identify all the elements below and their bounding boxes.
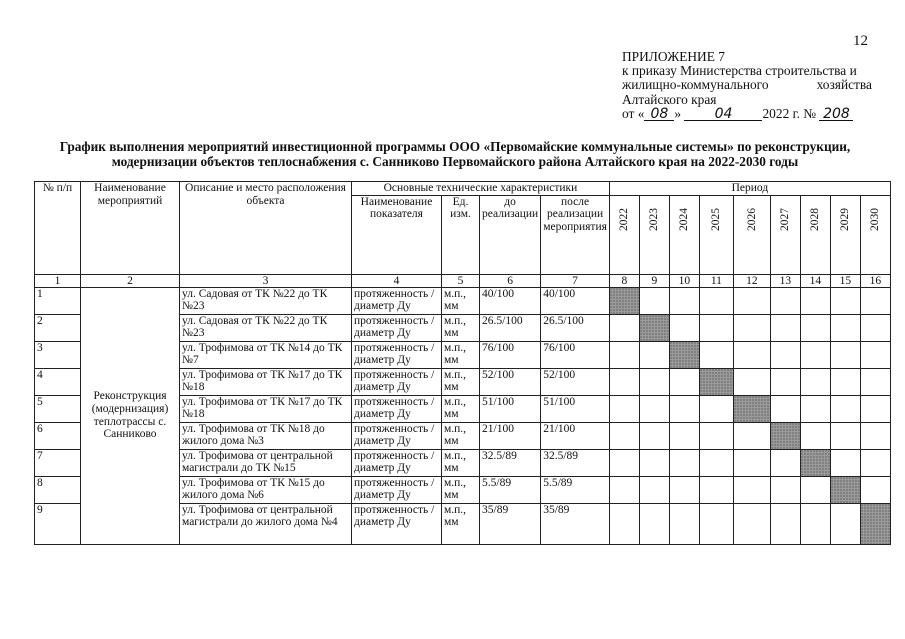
row-after-value: 40/100 (541, 287, 610, 314)
period-cell (860, 368, 890, 395)
row-description: ул. Трофимова от центральной магистрали до жилого дома №4 (180, 503, 352, 544)
header-param: Наименование показателя (352, 195, 442, 274)
period-cell (669, 503, 699, 544)
header-year: 2028 (800, 195, 830, 274)
row-parameter: протяженность /диаметр Ду (352, 314, 442, 341)
period-cell (860, 476, 890, 503)
period-cell (733, 422, 770, 449)
period-cell (699, 314, 733, 341)
row-before-value: 21/100 (480, 422, 541, 449)
header-name: Наименование мероприятий (81, 182, 180, 275)
row-unit: м.п., мм (442, 476, 480, 503)
column-number: 3 (180, 274, 352, 287)
header-year: 2023 (639, 195, 669, 274)
row-unit: м.п., мм (442, 314, 480, 341)
period-cell (830, 422, 860, 449)
period-cell (639, 449, 669, 476)
row-after-value: 32.5/89 (541, 449, 610, 476)
period-cell (733, 287, 770, 314)
period-cell (830, 314, 860, 341)
column-number: 8 (609, 274, 639, 287)
period-cell (860, 314, 890, 341)
period-cell (733, 449, 770, 476)
header-year: 2029 (830, 195, 860, 274)
row-after-value: 5.5/89 (541, 476, 610, 503)
row-before-value: 32.5/89 (480, 449, 541, 476)
period-cell (609, 476, 639, 503)
column-number: 4 (352, 274, 442, 287)
row-after-value: 51/100 (541, 395, 610, 422)
period-cell-active (770, 422, 800, 449)
appendix-date-line: от « 08 » 04 2022 г. № 208 (622, 107, 872, 121)
period-cell (860, 422, 890, 449)
header-year: 2030 (860, 195, 890, 274)
period-cell (770, 395, 800, 422)
period-cell (669, 368, 699, 395)
group-name: Реконструкция (модернизация) теплотрассы с. Санниково (81, 287, 180, 544)
period-cell-active (733, 395, 770, 422)
schedule-table (34, 181, 891, 545)
table-row (35, 287, 891, 314)
row-parameter: протяженность /диаметр Ду (352, 287, 442, 314)
period-cell (609, 314, 639, 341)
row-before-value: 76/100 (480, 341, 541, 368)
row-parameter: протяженность /диаметр Ду (352, 476, 442, 503)
row-after-value: 35/89 (541, 503, 610, 544)
period-cell (699, 395, 733, 422)
row-parameter: протяженность /диаметр Ду (352, 449, 442, 476)
row-before-value: 5.5/89 (480, 476, 541, 503)
handwritten-order-number: 208 (819, 108, 853, 121)
row-unit: м.п., мм (442, 395, 480, 422)
header-after: после реализации мероприятия (541, 195, 610, 274)
row-after-value: 21/100 (541, 422, 610, 449)
period-cell (770, 341, 800, 368)
row-unit: м.п., мм (442, 422, 480, 449)
period-cell-active (609, 287, 639, 314)
column-number: 13 (770, 274, 800, 287)
period-cell (860, 449, 890, 476)
period-cell (609, 341, 639, 368)
row-parameter: протяженность /диаметр Ду (352, 395, 442, 422)
period-cell (609, 368, 639, 395)
row-number: 5 (35, 395, 81, 422)
period-cell (800, 287, 830, 314)
page-number: 12 (853, 33, 868, 49)
row-parameter: протяженность /диаметр Ду (352, 503, 442, 544)
header-year: 2024 (669, 195, 699, 274)
row-description: ул. Трофимова от ТК №17 до ТК №18 (180, 368, 352, 395)
row-description: ул. Трофимова от ТК №18 до жилого дома №3 (180, 422, 352, 449)
column-number: 15 (830, 274, 860, 287)
row-after-value: 26.5/100 (541, 314, 610, 341)
row-number: 8 (35, 476, 81, 503)
period-cell (830, 368, 860, 395)
row-number: 3 (35, 341, 81, 368)
period-cell (639, 422, 669, 449)
period-cell (699, 449, 733, 476)
period-cell-active (800, 449, 830, 476)
period-cell (733, 314, 770, 341)
period-cell (669, 422, 699, 449)
row-unit: м.п., мм (442, 503, 480, 544)
handwritten-month: 04 (684, 108, 762, 121)
header-before: до реализации (480, 195, 541, 274)
column-number: 2 (81, 274, 180, 287)
period-cell (639, 287, 669, 314)
appendix-line: жилищно-коммунального хозяйства (622, 77, 872, 93)
period-cell (669, 314, 699, 341)
document-title: График выполнения мероприятий инвестиционной программы ООО «Первомайские коммунальные системы» по реконструкции, модернизации объектов теплоснабжения с. Санниково Первомайского района Алтайского края на 2022-2030 годы (59, 139, 851, 169)
row-unit: м.п., мм (442, 287, 480, 314)
row-description: ул. Трофимова от центральной магистрали до ТК №15 (180, 449, 352, 476)
period-cell (733, 503, 770, 544)
row-number: 7 (35, 449, 81, 476)
header-tech: Основные технические характеристики (352, 182, 610, 196)
period-cell-active (699, 368, 733, 395)
period-cell (830, 287, 860, 314)
handwritten-day: 08 (644, 108, 674, 121)
row-number: 1 (35, 287, 81, 314)
row-number: 4 (35, 368, 81, 395)
header-period: Период (609, 182, 890, 196)
period-cell (733, 341, 770, 368)
period-cell (699, 422, 733, 449)
row-number: 2 (35, 314, 81, 341)
period-cell (830, 449, 860, 476)
period-cell (609, 449, 639, 476)
column-number: 14 (800, 274, 830, 287)
period-cell (800, 395, 830, 422)
period-cell (609, 395, 639, 422)
period-cell (860, 395, 890, 422)
row-before-value: 51/100 (480, 395, 541, 422)
row-after-value: 76/100 (541, 341, 610, 368)
period-cell (669, 287, 699, 314)
period-cell-active (860, 503, 890, 544)
period-cell-active (639, 314, 669, 341)
period-cell (770, 476, 800, 503)
period-cell (639, 341, 669, 368)
period-cell (609, 503, 639, 544)
row-description: ул. Садовая от ТК №22 до ТК №23 (180, 314, 352, 341)
period-cell (770, 287, 800, 314)
appendix-title: ПРИЛОЖЕНИЕ 7 (622, 49, 725, 64)
row-unit: м.п., мм (442, 449, 480, 476)
row-description: ул. Трофимова от ТК №15 до жилого дома №6 (180, 476, 352, 503)
period-cell (830, 341, 860, 368)
appendix-block (622, 50, 872, 121)
appendix-line: к приказу Министерства строительства и (622, 63, 857, 79)
period-cell (639, 395, 669, 422)
row-parameter: протяженность /диаметр Ду (352, 368, 442, 395)
period-cell (699, 476, 733, 503)
period-cell (770, 368, 800, 395)
column-number: 9 (639, 274, 669, 287)
row-number: 9 (35, 503, 81, 544)
header-num: № п/п (35, 182, 81, 275)
column-number: 16 (860, 274, 890, 287)
column-number: 7 (541, 274, 610, 287)
row-parameter: протяженность /диаметр Ду (352, 422, 442, 449)
row-before-value: 52/100 (480, 368, 541, 395)
period-cell (770, 503, 800, 544)
period-cell-active (669, 341, 699, 368)
appendix-line: Алтайского края (622, 91, 717, 107)
period-cell (770, 314, 800, 341)
column-number: 1 (35, 274, 81, 287)
row-parameter: протяженность /диаметр Ду (352, 341, 442, 368)
period-cell (699, 341, 733, 368)
header-unit: Ед. изм. (442, 195, 480, 274)
period-cell (800, 422, 830, 449)
period-cell (669, 476, 699, 503)
header-year: 2025 (699, 195, 733, 274)
period-cell (669, 395, 699, 422)
period-cell (800, 368, 830, 395)
column-number: 5 (442, 274, 480, 287)
period-cell (639, 503, 669, 544)
period-cell (639, 368, 669, 395)
column-number: 12 (733, 274, 770, 287)
period-cell (800, 476, 830, 503)
row-description: ул. Трофимова от ТК №14 до ТК №7 (180, 341, 352, 368)
row-before-value: 26.5/100 (480, 314, 541, 341)
header-desc: Описание и место расположения объекта (180, 182, 352, 275)
row-number: 6 (35, 422, 81, 449)
period-cell (800, 314, 830, 341)
row-unit: м.п., мм (442, 368, 480, 395)
row-unit: м.п., мм (442, 341, 480, 368)
period-cell (639, 476, 669, 503)
row-after-value: 52/100 (541, 368, 610, 395)
period-cell (860, 341, 890, 368)
header-year: 2026 (733, 195, 770, 274)
column-number: 11 (699, 274, 733, 287)
period-cell (860, 287, 890, 314)
column-number: 6 (480, 274, 541, 287)
period-cell (830, 503, 860, 544)
period-cell (800, 341, 830, 368)
header-year: 2027 (770, 195, 800, 274)
period-cell (699, 503, 733, 544)
header-year: 2022 (609, 195, 639, 274)
period-cell (733, 368, 770, 395)
period-cell (669, 449, 699, 476)
period-cell (733, 476, 770, 503)
period-cell-active (830, 476, 860, 503)
column-number: 10 (669, 274, 699, 287)
period-cell (800, 503, 830, 544)
row-before-value: 35/89 (480, 503, 541, 544)
period-cell (699, 287, 733, 314)
row-description: ул. Трофимова от ТК №17 до ТК №18 (180, 395, 352, 422)
period-cell (830, 395, 860, 422)
period-cell (609, 422, 639, 449)
period-cell (770, 449, 800, 476)
row-description: ул. Садовая от ТК №22 до ТК №23 (180, 287, 352, 314)
row-before-value: 40/100 (480, 287, 541, 314)
